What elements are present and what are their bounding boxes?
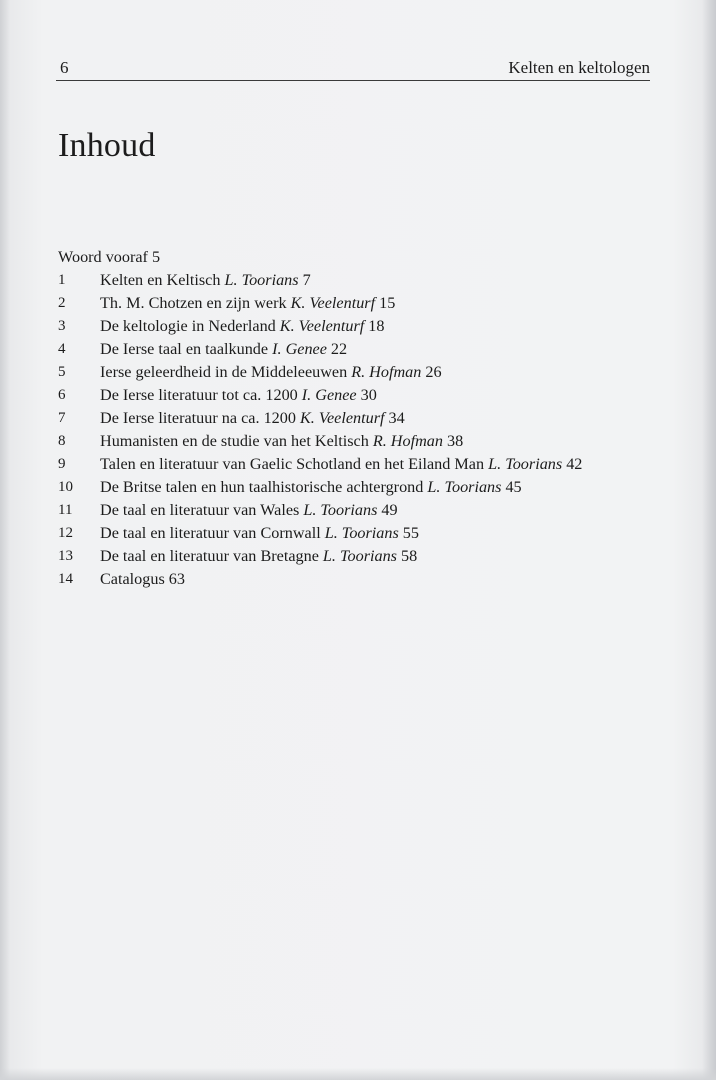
toc-entry-title: Th. M. Chotzen en zijn werk: [100, 294, 287, 312]
toc-entry-page: 55: [402, 524, 419, 542]
toc-entry-title: Talen en literatuur van Gaelic Schotland en het Eiland Man: [100, 455, 485, 473]
toc-entry-page: 49: [381, 501, 398, 519]
toc-entry-page: 30: [360, 386, 377, 404]
toc-entry-number: 12: [58, 525, 73, 541]
toc-entry-text: [100, 338, 347, 361]
toc-entry-title: De keltologie in Nederland: [100, 317, 276, 335]
toc-entry-text: [100, 315, 384, 338]
page-title: Inhoud: [58, 127, 156, 164]
toc-entry-title: Ierse geleerdheid in de Middeleeuwen: [100, 363, 348, 381]
toc-entry-page: 18: [368, 317, 385, 335]
toc-entry: [58, 476, 698, 499]
running-title: Kelten en keltologen: [508, 58, 650, 77]
toc-entry-number: 9: [58, 456, 66, 472]
toc-entry-page: 26: [425, 363, 442, 381]
toc-entry-title: De Ierse literatuur na ca. 1200: [100, 409, 296, 427]
toc-entry-text: [100, 430, 463, 453]
toc-preface-page: 5: [151, 248, 161, 266]
toc-entry: [58, 338, 698, 361]
toc-entry-text: [100, 545, 417, 568]
toc-entry-text: [100, 361, 442, 384]
table-of-contents: [58, 246, 698, 591]
toc-entry-author: L. Toorians: [322, 547, 397, 565]
toc-entry-number: 4: [58, 341, 66, 357]
toc-entry-title: Humanisten en de studie van het Keltisch: [100, 432, 369, 450]
toc-preface: [58, 246, 698, 269]
toc-entry-title: De Ierse literatuur tot ca. 1200: [100, 386, 298, 404]
toc-entry-page: 38: [446, 432, 464, 450]
toc-entry-author: R. Hofman: [351, 363, 422, 381]
toc-entry-page: 63: [168, 570, 185, 588]
toc-entry-number: 7: [58, 410, 66, 426]
toc-preface-title: Woord vooraf: [58, 248, 148, 266]
toc-entry: [58, 407, 698, 430]
toc-entry: [58, 545, 698, 568]
page-edge-bottom: [0, 1068, 716, 1080]
toc-entry-title: De Ierse taal en taalkunde: [100, 340, 269, 358]
toc-entry-number: 2: [58, 295, 66, 311]
toc-entry-page: 45: [505, 478, 522, 496]
toc-entry-text: [100, 453, 582, 476]
toc-entry: [58, 568, 698, 591]
running-header: [56, 56, 650, 80]
toc-entry-author: I. Genee: [272, 340, 327, 358]
toc-entry-author: L. Toorians: [488, 455, 563, 473]
toc-entry-text: [100, 292, 395, 315]
toc-entry-author: K. Veelenturf: [290, 294, 376, 312]
toc-entry: [58, 269, 698, 292]
toc-entry-title: Catalogus: [100, 570, 165, 588]
toc-entry: [58, 384, 698, 407]
toc-entry-author: R. Hofman: [372, 432, 443, 450]
toc-entry-text: [100, 384, 377, 407]
toc-entry-author: K. Veelenturf: [279, 317, 365, 335]
page-number: 6: [60, 58, 69, 77]
toc-entry-number: 5: [58, 364, 66, 380]
toc-entry-number: 13: [58, 548, 73, 564]
toc-entry-page: 15: [379, 294, 396, 312]
toc-entry-title: De taal en literatuur van Bretagne: [100, 547, 319, 565]
toc-entry-number: 14: [58, 571, 73, 587]
toc-entry-text: [100, 499, 398, 522]
toc-entry-number: 11: [58, 502, 73, 518]
toc-entry-number: 6: [58, 387, 66, 403]
toc-entry: [58, 361, 698, 384]
page-edge-right: [702, 0, 716, 1080]
toc-entry-page: 42: [566, 455, 583, 473]
toc-entry-number: 10: [58, 479, 73, 495]
toc-entry-title: De taal en literatuur van Wales: [100, 501, 300, 519]
toc-entry: [58, 499, 698, 522]
toc-entry-text: [100, 476, 522, 499]
toc-entry-page: 7: [302, 271, 311, 289]
toc-entry-number: 3: [58, 318, 66, 334]
header-rule: [56, 80, 650, 81]
toc-entry-title: De Britse talen en hun taalhistorische achtergrond: [100, 478, 424, 496]
toc-entry: [58, 453, 698, 476]
page-edge-left: [0, 0, 10, 1080]
toc-entry-text: [100, 407, 405, 430]
toc-entry: [58, 315, 698, 338]
toc-entry-author: K. Veelenturf: [299, 409, 385, 427]
toc-entry-author: L. Toorians: [324, 524, 399, 542]
toc-entry: [58, 292, 698, 315]
toc-entry-text: [100, 522, 419, 545]
toc-entry-author: L. Toorians: [303, 501, 378, 519]
toc-entry-text: [100, 568, 185, 591]
toc-entry-author: I. Genee: [301, 386, 357, 404]
toc-entry: [58, 522, 698, 545]
toc-entry: [58, 430, 698, 453]
toc-entry-number: 1: [58, 272, 66, 288]
toc-chapter-list: [58, 269, 698, 591]
toc-entry-page: 58: [400, 547, 418, 565]
toc-entry-page: 34: [388, 409, 405, 427]
toc-entry-title: De taal en literatuur van Cornwall: [100, 524, 321, 542]
toc-entry-text: [100, 269, 311, 292]
toc-entry-page: 22: [330, 340, 348, 358]
toc-entry-author: L. Toorians: [224, 271, 299, 289]
toc-entry-title: Kelten en Keltisch: [100, 271, 221, 289]
toc-entry-number: 8: [58, 433, 66, 449]
toc-entry-author: L. Toorians: [427, 478, 502, 496]
